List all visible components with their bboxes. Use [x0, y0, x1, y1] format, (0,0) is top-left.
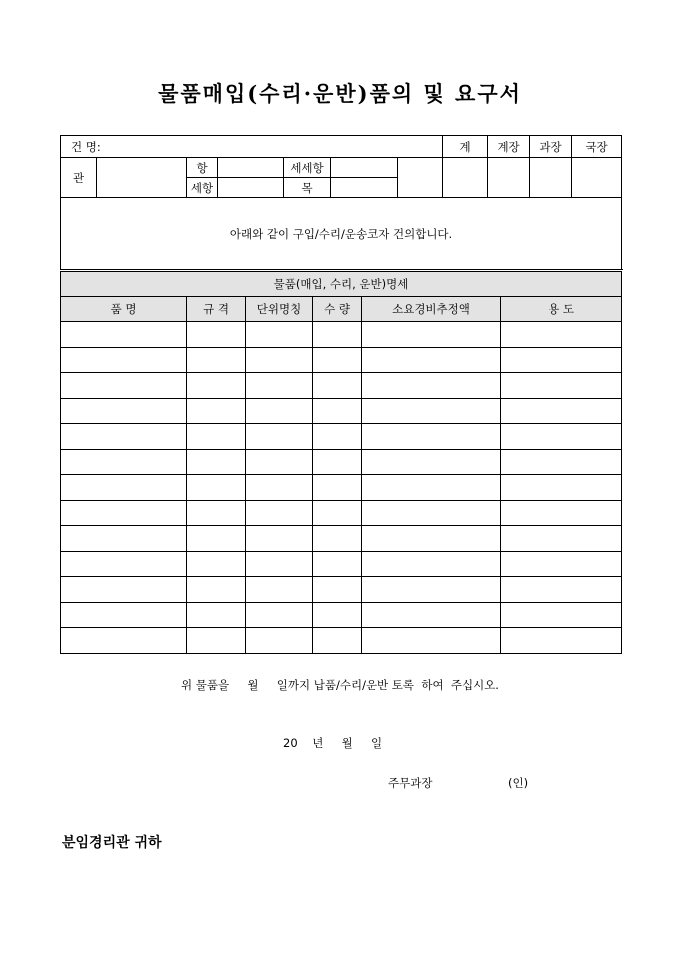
item-cell[interactable]: [501, 526, 622, 552]
item-row: [61, 347, 622, 373]
item-cell[interactable]: [246, 424, 313, 450]
account-value[interactable]: [97, 158, 187, 198]
item-cell[interactable]: [61, 322, 187, 348]
item-cell[interactable]: [61, 347, 187, 373]
date-line: 20 년 월 일: [283, 736, 383, 750]
item-cell[interactable]: [362, 373, 501, 399]
item-row: [61, 322, 622, 348]
account-label: 관: [61, 158, 97, 198]
item-cell[interactable]: [362, 628, 501, 654]
seal-label: (인): [508, 776, 529, 790]
approval-sign-gukjang[interactable]: [572, 158, 622, 198]
column-header: 소요경비추정액: [362, 297, 501, 322]
item-cell[interactable]: [313, 577, 362, 603]
item-cell[interactable]: [313, 526, 362, 552]
item-cell[interactable]: [362, 424, 501, 450]
item-row: [61, 602, 622, 628]
item-row: [61, 398, 622, 424]
item-row: [61, 424, 622, 450]
column-header: 수 량: [313, 297, 362, 322]
item-cell[interactable]: [501, 628, 622, 654]
document-title: 물품매입(수리·운반)품의 및 요구서: [158, 81, 522, 106]
item-cell[interactable]: [246, 602, 313, 628]
approval-sign-gwajang[interactable]: [530, 158, 572, 198]
item-row: [61, 526, 622, 552]
hang-label: 항: [187, 158, 218, 178]
item-cell[interactable]: [313, 424, 362, 450]
item-cell[interactable]: [501, 500, 622, 526]
header-table: [60, 135, 622, 270]
item-cell[interactable]: [246, 526, 313, 552]
item-cell[interactable]: [362, 500, 501, 526]
item-cell[interactable]: [187, 577, 246, 603]
item-cell[interactable]: [246, 577, 313, 603]
item-cell[interactable]: [362, 322, 501, 348]
item-cell[interactable]: [362, 475, 501, 501]
mok-label: 목: [284, 178, 331, 198]
column-header: 용 도: [501, 297, 622, 322]
sesehang-label: 세세항: [284, 158, 331, 178]
item-cell[interactable]: [61, 628, 187, 654]
item-cell[interactable]: [362, 602, 501, 628]
sehang-value[interactable]: [218, 178, 284, 198]
item-cell[interactable]: [313, 373, 362, 399]
item-cell[interactable]: [61, 424, 187, 450]
approval-sign-gye[interactable]: [443, 158, 488, 198]
request-text: 아래와 같이 구입/수리/운송코자 건의합니다.: [61, 198, 622, 270]
item-cell[interactable]: [187, 398, 246, 424]
item-row: [61, 551, 622, 577]
item-cell[interactable]: [501, 373, 622, 399]
item-cell[interactable]: [61, 500, 187, 526]
approval-label-gwajang: 과장: [530, 136, 572, 158]
item-cell[interactable]: [187, 551, 246, 577]
mok-value[interactable]: [331, 178, 398, 198]
sehang-label: 세항: [187, 178, 218, 198]
item-cell[interactable]: [187, 322, 246, 348]
item-cell[interactable]: [246, 628, 313, 654]
item-cell[interactable]: [187, 526, 246, 552]
item-cell[interactable]: [313, 500, 362, 526]
item-cell[interactable]: [246, 475, 313, 501]
approval-label-gukjang: 국장: [572, 136, 622, 158]
item-row: [61, 577, 622, 603]
item-cell[interactable]: [246, 449, 313, 475]
item-cell[interactable]: [187, 347, 246, 373]
item-row: [61, 475, 622, 501]
item-cell[interactable]: [362, 577, 501, 603]
approval-label-gye: 계: [443, 136, 488, 158]
subject-label: 건 명:: [61, 136, 443, 158]
item-cell[interactable]: [501, 551, 622, 577]
items-section-title: 물품(매입, 수리, 운반)명세: [61, 272, 622, 297]
item-cell[interactable]: [501, 322, 622, 348]
item-cell[interactable]: [61, 526, 187, 552]
recipient: 분임경리관 귀하: [62, 835, 162, 851]
item-row: [61, 628, 622, 654]
item-cell[interactable]: [313, 322, 362, 348]
item-cell[interactable]: [61, 551, 187, 577]
item-cell[interactable]: [501, 577, 622, 603]
item-cell[interactable]: [501, 424, 622, 450]
item-cell[interactable]: [501, 475, 622, 501]
item-row: [61, 373, 622, 399]
approval-sign-gyejang[interactable]: [488, 158, 530, 198]
hang-value[interactable]: [218, 158, 284, 178]
item-cell[interactable]: [501, 602, 622, 628]
item-cell[interactable]: [313, 551, 362, 577]
item-cell[interactable]: [501, 398, 622, 424]
item-cell[interactable]: [362, 347, 501, 373]
item-cell[interactable]: [313, 398, 362, 424]
items-table: [60, 271, 622, 654]
item-cell[interactable]: [246, 500, 313, 526]
item-cell[interactable]: [61, 602, 187, 628]
item-cell[interactable]: [362, 449, 501, 475]
column-header: 품 명: [61, 297, 187, 322]
item-cell[interactable]: [501, 449, 622, 475]
item-rows: [61, 322, 622, 654]
item-cell[interactable]: [313, 628, 362, 654]
delivery-instruction: 위 물품을 월 일까지 납품/수리/운반 토록 하여 주십시오.: [181, 678, 499, 692]
sesehang-value[interactable]: [331, 158, 398, 178]
column-header: 규 격: [187, 297, 246, 322]
item-cell[interactable]: [187, 449, 246, 475]
item-cell[interactable]: [61, 398, 187, 424]
item-cell[interactable]: [187, 475, 246, 501]
item-cell[interactable]: [187, 424, 246, 450]
item-cell[interactable]: [501, 347, 622, 373]
item-row: [61, 500, 622, 526]
item-cell[interactable]: [362, 526, 501, 552]
item-cell[interactable]: [313, 449, 362, 475]
item-cell[interactable]: [61, 577, 187, 603]
item-cell[interactable]: [187, 500, 246, 526]
signer-label: 주무과장: [388, 776, 433, 790]
item-cell[interactable]: [362, 551, 501, 577]
item-cell[interactable]: [61, 475, 187, 501]
item-cell[interactable]: [246, 322, 313, 348]
item-cell[interactable]: [61, 373, 187, 399]
item-row: [61, 449, 622, 475]
item-cell[interactable]: [187, 602, 246, 628]
item-cell[interactable]: [313, 602, 362, 628]
item-cell[interactable]: [362, 398, 501, 424]
item-cell[interactable]: [246, 347, 313, 373]
item-cell[interactable]: [246, 373, 313, 399]
header-blank-cell: [398, 158, 443, 198]
item-cell[interactable]: [313, 347, 362, 373]
column-header: 단위명칭: [246, 297, 313, 322]
item-cell[interactable]: [187, 373, 246, 399]
item-cell[interactable]: [246, 551, 313, 577]
item-cell[interactable]: [187, 628, 246, 654]
approval-label-gyejang: 계장: [488, 136, 530, 158]
item-cell[interactable]: [313, 475, 362, 501]
item-cell[interactable]: [246, 398, 313, 424]
item-cell[interactable]: [61, 449, 187, 475]
